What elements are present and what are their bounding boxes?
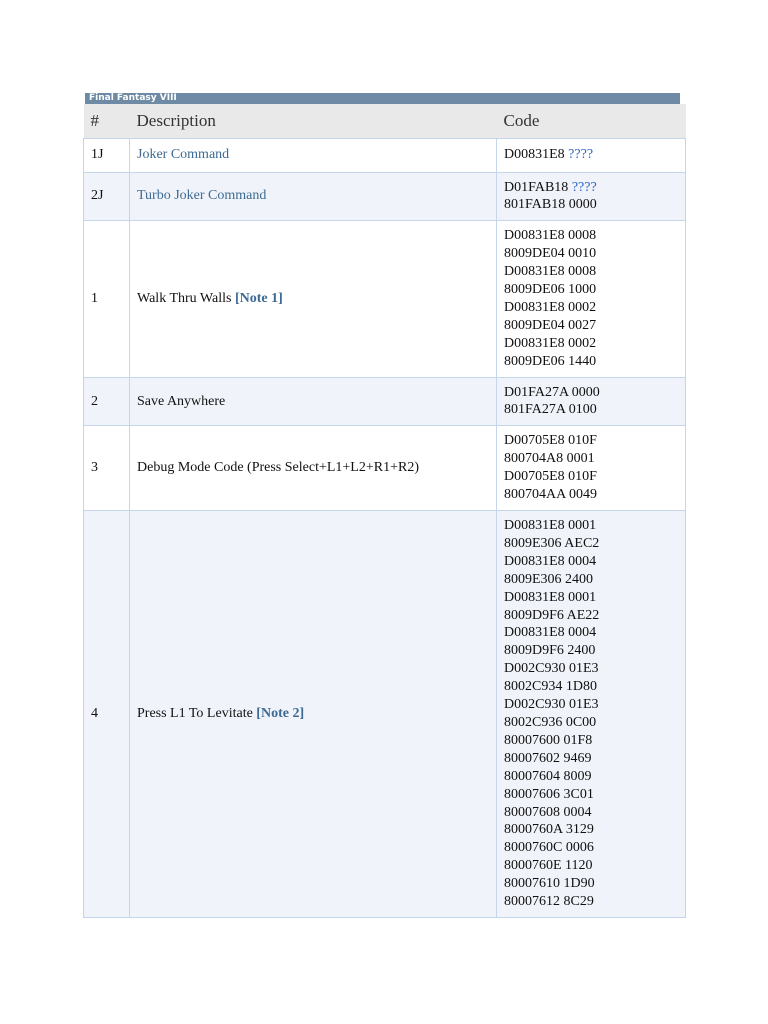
row-code [497,221,686,377]
code-line: D002C930 01E3 [504,661,599,677]
code-line: D00705E8 010F [504,433,597,449]
note-2-link[interactable]: [Note 2] [256,706,305,722]
row-number: 3 [84,426,130,511]
code-line: 8009D9F6 2400 [504,643,596,659]
code-line: D01FAB18 [504,179,569,195]
code-line: 80007608 0004 [504,804,592,820]
code-line: 8000760E 1120 [504,858,593,874]
row-code [497,172,686,221]
row-description [130,172,497,221]
row-code [497,138,686,172]
description-text: Press L1 To Levitate [137,706,253,722]
code-line: D002C930 01E3 [504,697,599,713]
code-line: D00831E8 0001 [504,518,597,533]
row-number: 4 [84,511,130,918]
code-line: D00831E8 0008 [504,264,597,280]
code-line: D00831E8 0002 [504,335,597,351]
row-description [130,138,497,172]
joker-command-link[interactable]: Joker Command [137,147,230,163]
code-line: 8000760A 3129 [504,822,594,838]
row-description [130,426,497,511]
code-line: D00705E8 010F [504,469,597,485]
table-caption: Final Fantasy VIII [85,93,680,104]
code-line: 801FA27A 0100 [504,402,597,418]
code-line: 80007604 8009 [504,768,592,784]
table-row [84,172,686,221]
row-number: 2 [84,377,130,426]
code-line: 80007612 8C29 [504,894,594,910]
code-line: 8002C934 1D80 [504,679,597,695]
code-line: D00831E8 0004 [504,625,597,641]
code-line: D00831E8 [504,147,565,163]
description-text: Walk Thru Walls [137,290,232,306]
header-number: # [90,110,99,130]
row-code [497,426,686,511]
header-description: Description [136,110,216,130]
code-line: D00831E8 0008 [504,228,597,244]
code-line: D00831E8 0002 [504,299,597,315]
code-line: 8009DE06 1000 [504,282,597,298]
code-line: 800704AA 0049 [504,487,597,503]
code-line: 8009D9F6 AE22 [504,607,600,623]
row-number: 1J [84,138,130,172]
code-line: 80007610 1D90 [504,876,595,892]
header-code: Code [503,110,540,130]
row-description [130,221,497,377]
description-text: Debug Mode Code (Press Select+L1+L2+R1+R2) [137,460,419,476]
row-description [130,511,497,918]
row-code [497,377,686,426]
code-line: 8000760C 0006 [504,840,594,856]
description-text: Save Anywhere [137,393,226,409]
row-description [130,377,497,426]
row-code [497,511,686,918]
code-line: D00831E8 0004 [504,553,597,569]
turbo-joker-command-link[interactable]: Turbo Joker Command [137,188,267,204]
unknown-value-link[interactable]: ???? [568,147,594,163]
row-number: 2J [84,172,130,221]
code-line: 80007600 01F8 [504,732,593,748]
code-line: 8009E306 2400 [504,571,594,587]
code-line: D00831E8 0001 [504,589,597,605]
code-line: 8002C936 0C00 [504,714,597,730]
code-line: 800704A8 0001 [504,451,595,467]
cheat-code-table [83,104,686,918]
table-header-row [84,104,686,138]
code-line: 801FAB18 0000 [504,197,597,213]
code-line: 80007606 3C01 [504,786,594,802]
code-line: 8009DE06 1440 [504,353,597,369]
code-line: 8009DE04 0010 [504,246,597,262]
table-row [84,138,686,172]
table-row [84,426,686,511]
code-line: 8009E306 AEC2 [504,535,600,551]
table-row [84,377,686,426]
row-number: 1 [84,221,130,377]
note-1-link[interactable]: [Note 1] [234,290,283,306]
table-row [84,511,686,918]
code-line: D01FA27A 0000 [504,384,600,400]
unknown-value-link[interactable]: ???? [571,179,597,195]
table-row [84,221,686,377]
code-line: 80007602 9469 [504,750,592,766]
code-line: 8009DE04 0027 [504,317,597,333]
